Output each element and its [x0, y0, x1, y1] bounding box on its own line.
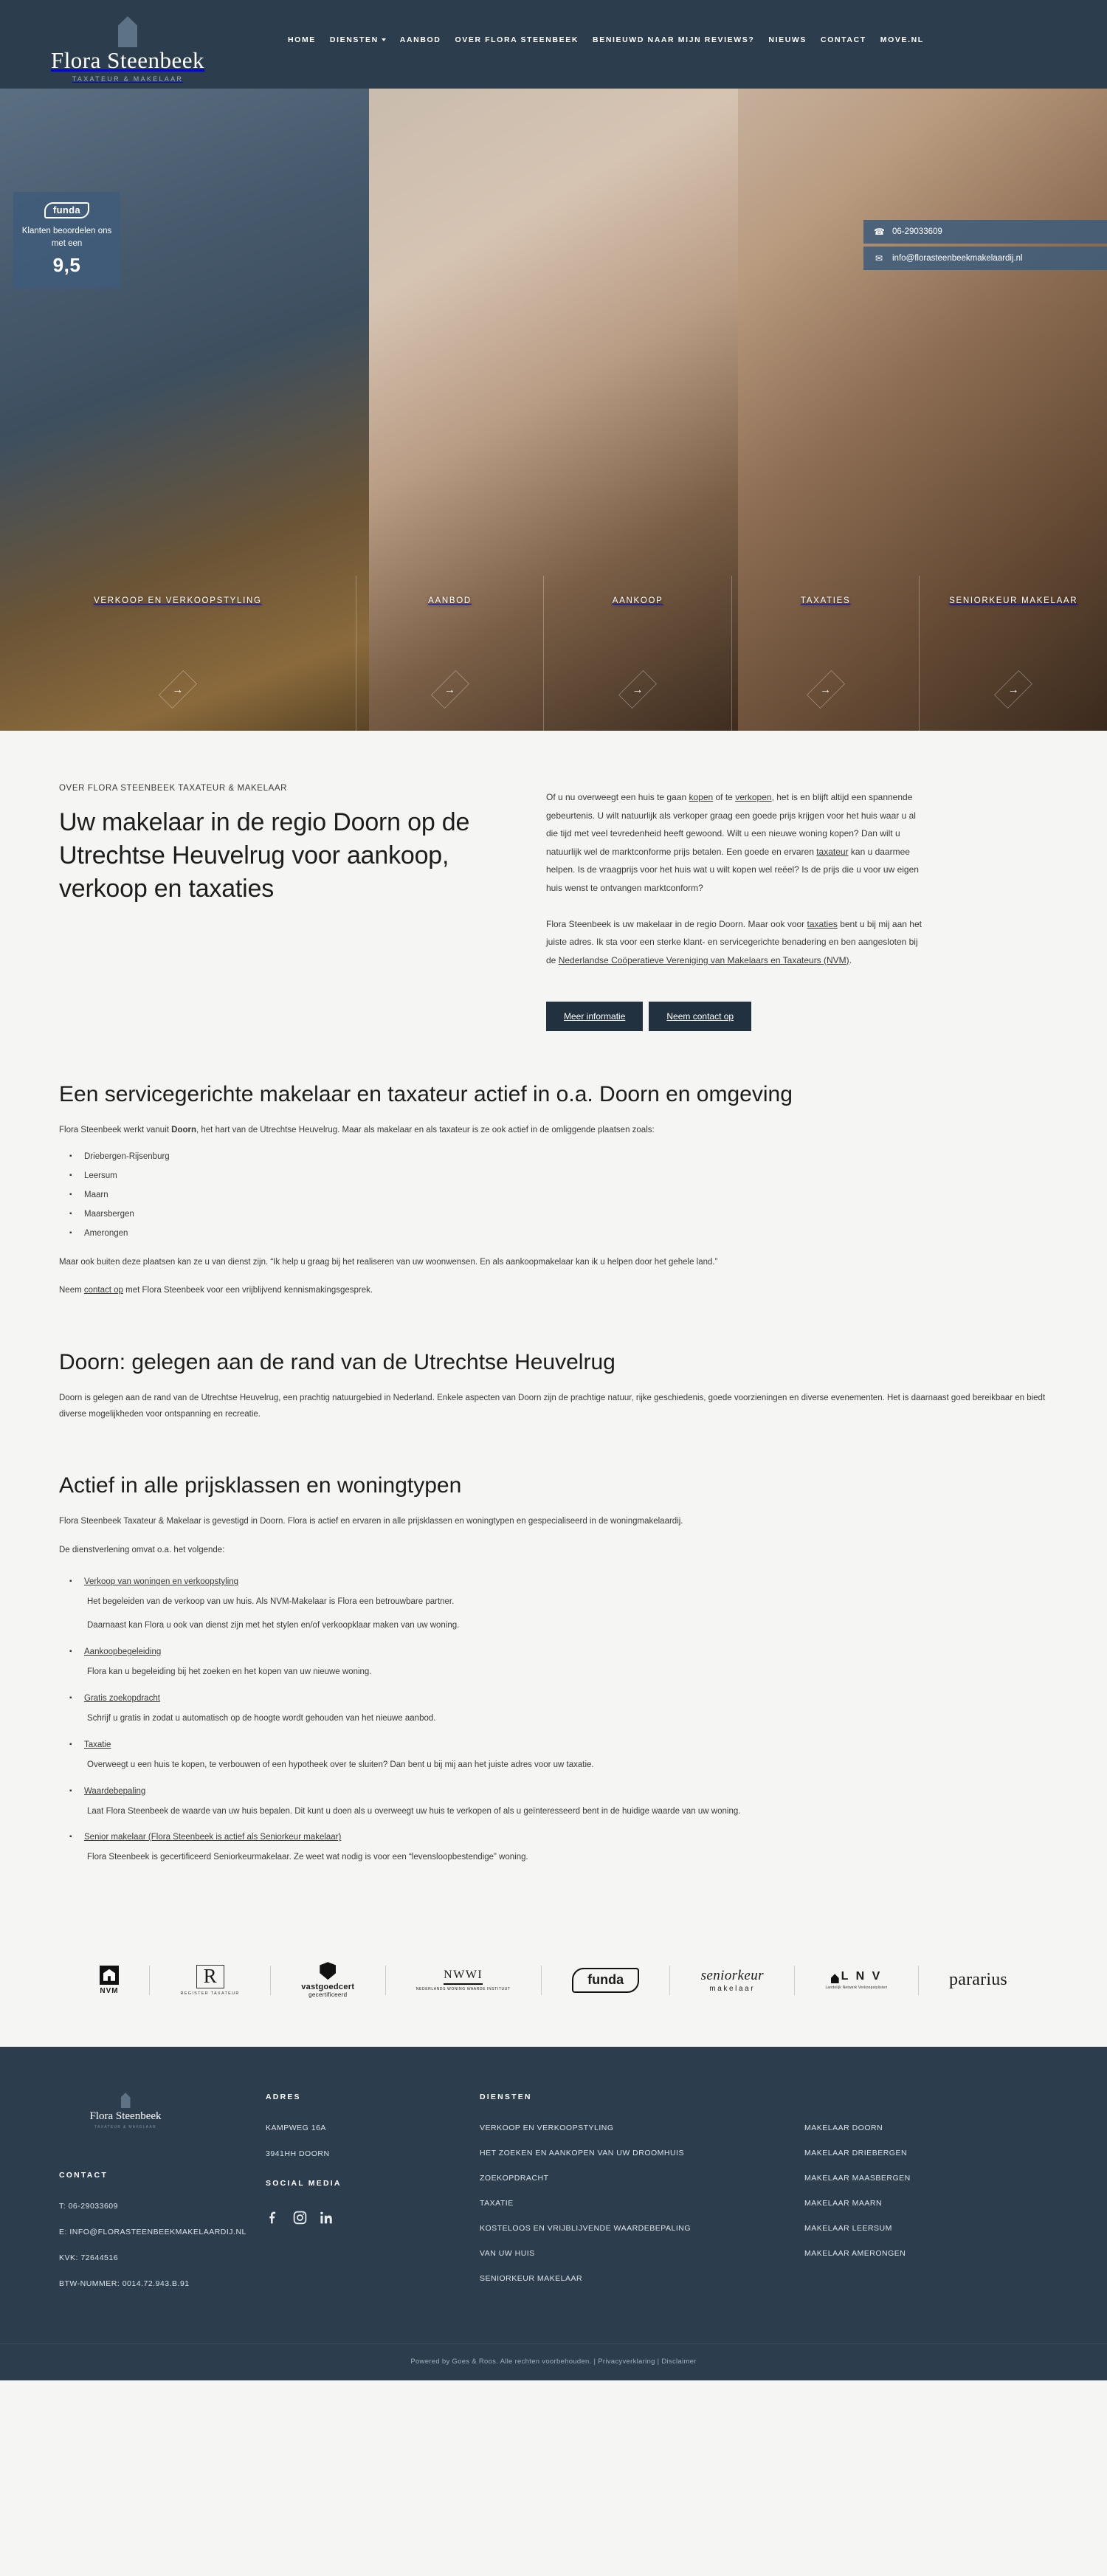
footer-services-heading: DIENSTEN: [480, 2093, 532, 2102]
partner-logo-nwwi[interactable]: [416, 1969, 511, 1991]
site-header: [0, 0, 1107, 89]
services-paragraph-2: De dienstverlening omvat o.a. het volgende:: [59, 1545, 225, 1554]
region-intro-paragraph: [59, 1122, 1048, 1138]
footer-service-link[interactable]: ZOEKOPDRACHT: [480, 2174, 549, 2183]
hero-tile-label: SENIORKEUR MAKELAAR: [949, 596, 1078, 605]
nav-item-move-nl[interactable]: MOVE.NL: [880, 35, 924, 44]
footer-contact-column: [59, 2093, 266, 2305]
intro-p2-a: Flora Steenbeek is uw makelaar in de regio Doorn. Maar ook voor: [546, 918, 807, 929]
nav-item-aanbod[interactable]: AANBOD: [399, 35, 441, 44]
partner-logo-lnv[interactable]: [825, 1970, 887, 1990]
region-cta-b: met Flora Steenbeek voor een vrijblijvend kennismakingsgesprek.: [123, 1286, 373, 1295]
hero-contact-panel: [863, 220, 1107, 273]
service-title-link[interactable]: ▪ Taxatie: [84, 1740, 111, 1749]
hero-contact-phone[interactable]: [863, 220, 1107, 244]
service-description: Flora kan u begeleiding bij het zoeken en het kopen van uw nieuwe woning.: [87, 1667, 372, 1676]
hero-tile-label: AANBOD: [428, 596, 472, 605]
service-item: [69, 1647, 1048, 1681]
funda-logo-icon: funda: [44, 202, 89, 218]
footer-region-link[interactable]: MAKELAAR LEERSUM: [804, 2224, 892, 2234]
arrow-glyph: →: [632, 683, 644, 696]
service-description: Het begeleiden van de verkoop van uw huis. Als NVM-Makelaar is Flora een betrouwbare partner.: [87, 1597, 455, 1607]
intro-block: [59, 784, 1048, 1031]
funda-rating-score: 9,5: [52, 254, 81, 277]
house-roof-icon: [118, 16, 137, 47]
place-list-item: ▪ Maarsbergen: [69, 1210, 1048, 1219]
partner-logo-pararius[interactable]: [949, 1970, 1007, 1990]
nvm-label: NVM: [100, 1986, 119, 1995]
intro-p1-d: kan u daarmee helpen. Is de vraagprijs voor het huis wat u wilt kopen wel reëel? Is de prijs die u voor uw eigen huis wenst te ontvangen marktconform?: [546, 846, 919, 893]
register-taxateur-letter: R: [196, 1965, 224, 1988]
footer-address-line: KAMPWEG 16A: [266, 2124, 326, 2133]
more-info-button[interactable]: Meer informatie: [546, 1002, 643, 1031]
footer-service-link[interactable]: TAXATIE: [480, 2199, 514, 2208]
service-title-link[interactable]: ▪ Waardebepaling: [84, 1786, 146, 1796]
vastgoedcert-sub: gecertificeerd: [308, 1991, 348, 1999]
intro-p2-c: .: [849, 954, 852, 965]
service-description: Flora Steenbeek is gecertificeerd Seniorkeurmakelaar. Ze weet wat nodig is voor een “levensloopbestendige” woning.: [87, 1853, 528, 1862]
logo-link[interactable]: [43, 16, 213, 83]
linkedin-icon: [319, 2210, 334, 2225]
arrow-right-icon[interactable]: [162, 661, 193, 717]
service-description: Overweegt u een huis te kopen, te verbouwen of een hypotheek over te sluiten? Dan bent u bij mij aan het juiste adres voor uw taxatie.: [87, 1760, 594, 1769]
footer-social-heading: SOCIAL MEDIA: [266, 2179, 342, 2188]
hero-tile-aanbod[interactable]: [356, 576, 545, 731]
brand-name: Flora Steenbeek: [50, 47, 205, 73]
contact-button[interactable]: Neem contact op: [649, 1002, 751, 1031]
logo-divider: [541, 1966, 542, 1995]
services-paragraph-1: Flora Steenbeek Taxateur & Makelaar is gevestigd in Doorn. Flora is actief en ervaren in alle prijsklassen en woningtypen en gespecialiseerd in de woningmakelaardij.: [59, 1517, 683, 1526]
arrow-glyph: →: [1007, 683, 1019, 696]
hero-tile-aankoop[interactable]: [544, 576, 732, 731]
social-links: [266, 2210, 480, 2229]
place-list-item: ▪ Maarn: [69, 1191, 1048, 1199]
intro-paragraph-2: [546, 915, 930, 970]
footer-region-link[interactable]: MAKELAAR DRIEBERGEN: [804, 2149, 908, 2158]
place-list-item: ▪ Leersum: [69, 1171, 1048, 1180]
footer-service-link[interactable]: KOSTELOOS EN VRIJBLIJVENDE WAARDEBEPALING: [480, 2224, 691, 2234]
partner-logo-seniorkeur[interactable]: [701, 1968, 764, 1993]
service-item: [69, 1694, 1048, 1727]
nav-item-benieuwd-naar-mijn-reviews[interactable]: BENIEUWD NAAR MIJN REVIEWS?: [593, 35, 755, 44]
partner-logo-nvm[interactable]: [100, 1966, 119, 1995]
footer-service-link[interactable]: VERKOOP EN VERKOOPSTYLING: [480, 2124, 614, 2133]
pararius-label: pararius: [949, 1970, 1007, 1990]
arrow-right-icon[interactable]: [998, 661, 1029, 717]
footer-brand-tagline: TAXATEUR & MAKELAAR: [94, 2125, 156, 2130]
lnv-label: L N V: [841, 1970, 883, 1983]
intro-p2-b: bent u bij mij aan het juiste adres. Ik sta voor een sterke klant- en servicegerichte benadering en ben aangesloten bij de: [546, 918, 922, 965]
footer-region-link[interactable]: MAKELAAR MAARN: [804, 2199, 883, 2208]
nvm-house-icon: [100, 1966, 119, 1985]
service-item: [69, 1577, 1048, 1634]
footer-logo[interactable]: [59, 2093, 192, 2129]
hero-tile-seniorkeur-makelaar[interactable]: [920, 576, 1107, 731]
partner-logo-bar: [0, 1924, 1107, 2047]
nwwi-sub: NEDERLANDS WONING WAARDE INSTITUUT: [415, 1987, 511, 1992]
chevron-down-icon: [382, 38, 386, 41]
instagram-icon: [292, 2210, 308, 2225]
footer-address-line: 3941HH DOORN: [266, 2149, 330, 2159]
facebook-link[interactable]: [266, 2210, 281, 2229]
main-navigation: [288, 35, 1092, 44]
seniorkeur-sub: makelaar: [709, 1984, 756, 1993]
services-list: [69, 1577, 1048, 1866]
link-kopen[interactable]: kopen: [689, 792, 714, 802]
logo-divider: [149, 1966, 150, 1995]
footer-regions-column: [804, 2093, 1048, 2305]
funda-rating-text: Klanten beoordelen ons met een: [21, 227, 112, 248]
footer-contact-line: T: 06-29033609: [59, 2202, 118, 2211]
arrow-glyph: →: [444, 683, 456, 696]
house-roof-icon: [121, 2093, 131, 2108]
nav-item-home[interactable]: HOME: [288, 35, 316, 44]
facebook-icon: [266, 2210, 281, 2225]
funda-label: funda: [572, 1968, 639, 1993]
footer-service-link[interactable]: VAN UW HUIS: [480, 2249, 535, 2259]
privacy-link[interactable]: Privacyverklaring: [598, 2358, 655, 2366]
logo-divider: [794, 1966, 795, 1995]
service-description: Daarnaast kan Flora u ook van dienst zijn met het stylen en/of verkoopklaar maken van uw woning.: [87, 1621, 460, 1630]
link-nvm[interactable]: Nederlandse Coöperatieve Vereniging van Makelaars en Taxateurs (NVM): [558, 954, 849, 965]
hero-tile-taxaties[interactable]: [732, 576, 920, 731]
footer-region-link[interactable]: MAKELAAR MAASBERGEN: [804, 2174, 911, 2183]
service-title-link[interactable]: ▪ Aankoopbegeleiding: [84, 1647, 162, 1656]
hero-tile-label: TAXATIES: [800, 596, 851, 605]
vastgoedcert-label: vastgoedcert: [301, 1983, 355, 1992]
footer-region-link[interactable]: MAKELAAR AMERONGEN: [804, 2249, 906, 2259]
nav-item-diensten[interactable]: DIENSTEN: [330, 35, 386, 44]
region-heading: Een servicegerichte makelaar en taxateur actief in o.a. Doorn en omgeving: [59, 1082, 793, 1107]
doorn-paragraph: Doorn is gelegen aan de rand van de Utrechtse Heuvelrug, een prachtig natuurgebied in Nederland. Enkele aspecten van Doorn zijn de prachtige natuur, rijke geschiedenis, goede voorzieningen en diverse evenementen. Het is daarnaast goed bereikbaar en biedt diverse mogelijkheden voor ontspanning en recreatie.: [59, 1393, 1046, 1419]
shield-icon: [320, 1962, 336, 1980]
hero-section: [0, 89, 1107, 731]
linkedin-link[interactable]: [319, 2210, 334, 2229]
footer-region-links: [804, 2124, 1048, 2258]
seniorkeur-label: seniorkeur: [700, 1967, 764, 1983]
footer-region-link[interactable]: MAKELAAR DOORN: [804, 2124, 883, 2133]
arrow-glyph: →: [172, 683, 184, 696]
service-item: [69, 1740, 1048, 1774]
arrow-right-icon[interactable]: [435, 661, 466, 717]
region-cta-a: Neem: [59, 1286, 84, 1295]
footer-brand-name: Flora Steenbeek: [89, 2110, 162, 2123]
copyright-sep: |: [655, 2358, 662, 2366]
link-verkopen[interactable]: verkopen: [735, 792, 772, 802]
region-p-bold: Doorn: [171, 1126, 196, 1135]
region-p-b: , het hart van de Utrechtse Heuvelrug. Maar als makelaar en als taxateur is ze ook actief in de omliggende plaatsen zoals:: [196, 1126, 655, 1135]
service-title-link[interactable]: ▪ Senior makelaar (Flora Steenbeek is actief als Seniorkeur makelaar): [84, 1833, 342, 1842]
service-description: Laat Flora Steenbeek de waarde van uw huis bepalen. Dit kunt u doen als u overweegt uw huis te verkopen of als u geïnteresseerd bent in de huidige waarde van uw woning.: [87, 1806, 741, 1816]
region-place-list: [69, 1152, 1048, 1238]
footer-contact-heading: CONTACT: [59, 2171, 108, 2180]
intro-p1-b: of te: [713, 792, 736, 802]
logo-divider: [669, 1966, 670, 1995]
link-contact-op[interactable]: contact op: [83, 1286, 123, 1295]
partner-logo-funda[interactable]: [572, 1968, 639, 1993]
main-content: [0, 731, 1107, 1924]
hero-contact-value: 06-29033609: [892, 227, 942, 236]
nav-item-over-flora-steenbeek[interactable]: OVER FLORA STEENBEEK: [455, 35, 579, 44]
nav-item-nieuws[interactable]: NIEUWS: [768, 35, 807, 44]
footer-services-column: [480, 2093, 804, 2305]
footer-service-link[interactable]: SENIORKEUR MAKELAAR: [480, 2274, 583, 2284]
service-title-link[interactable]: ▪ Gratis zoekopdracht: [84, 1693, 160, 1703]
service-item: [69, 1833, 1048, 1866]
service-item: [69, 1787, 1048, 1820]
partner-logo-register-taxateur[interactable]: [181, 1965, 240, 1996]
region-after-paragraph: Maar ook buiten deze plaatsen kan ze u van dienst zijn. “Ik help u graag bij het realiseren van uw woonwensen. En als aankoopmakelaar kan ik u helpen door het gehele land.”: [59, 1257, 718, 1267]
region-p-a: Flora Steenbeek werkt vanuit: [59, 1126, 172, 1135]
arrow-right-icon[interactable]: [810, 661, 841, 717]
mail-icon: ✉: [875, 253, 883, 264]
phone-icon: ☎: [874, 227, 885, 237]
site-footer: [0, 2047, 1107, 2380]
services-heading: Actief in alle prijsklassen en woningtypen: [59, 1473, 462, 1498]
lnv-sub: Landelijk Netwerk Verkoopstylisten: [825, 1986, 888, 1991]
service-title-link[interactable]: ▪ Verkoop van woningen en verkoopstyling: [84, 1577, 239, 1587]
footer-contact-line: KVK: 72644516: [59, 2253, 119, 2263]
intro-eyebrow: OVER FLORA STEENBEEK TAXATEUR & MAKELAAR: [59, 784, 288, 793]
footer-address-heading: ADRES: [266, 2093, 301, 2102]
link-taxateur[interactable]: taxateur: [816, 846, 849, 857]
place-list-item: ▪ Driebergen-Rijsenburg: [69, 1152, 1048, 1161]
hero-tile-verkoop-en-verkoopstyling[interactable]: [0, 576, 356, 731]
region-cta-paragraph: [59, 1282, 1048, 1298]
arrow-glyph: →: [820, 683, 832, 696]
hero-category-tiles: [0, 576, 1107, 731]
copyright-text: Powered by Goes & Roos. Alle rechten voorbehouden. |: [410, 2358, 599, 2366]
footer-contact-line: BTW-NUMMER: 0014.72.943.B.91: [59, 2279, 190, 2289]
doorn-heading: Doorn: gelegen aan de rand van de Utrechtse Heuvelrug: [59, 1349, 615, 1374]
intro-p1-a: Of u nu overweegt een huis te gaan: [546, 792, 689, 802]
nav-item-contact[interactable]: CONTACT: [821, 35, 866, 44]
page-title: Uw makelaar in de regio Doorn op de Utrechtse Heuvelrug voor aankoop, verkoop en taxaties: [59, 808, 470, 903]
service-description: Schrijf u gratis in zodat u automatisch op de hoogte wordt gehouden van het nieuwe aanbod.: [87, 1713, 436, 1723]
place-list-item: ▪ Amerongen: [69, 1229, 1048, 1238]
hero-tile-label: AANKOOP: [612, 596, 663, 605]
intro-p1-c: , het is en blijft altijd een spannende gebeurtenis. U wilt natuurlijk als verkoper graag een goede prijs krijgen voor het huis waar u al die tijd met veel tevredenheid heeft gewoond. Wilt u een nieuwe woning kopen? Dan wilt u natuurlijk wel de marktconforme prijs betalen. Een goede en ervaren: [546, 792, 916, 857]
nwwi-label: NWWI: [444, 1969, 483, 1985]
footer-services-links: [480, 2124, 804, 2283]
partner-logo-vastgoedcert[interactable]: [301, 1962, 354, 1998]
footer-contact-line: E: INFO@FLORASTEENBEEKMAKELAARDIJ.NL: [59, 2228, 246, 2237]
instagram-link[interactable]: [292, 2210, 308, 2229]
logo-divider: [918, 1966, 919, 1995]
footer-address-column: [266, 2093, 480, 2305]
footer-service-link[interactable]: HET ZOEKEN EN AANKOPEN VAN UW DROOMHUIS: [480, 2149, 684, 2158]
hero-contact-email[interactable]: [863, 247, 1107, 270]
link-taxaties[interactable]: taxaties: [807, 918, 838, 929]
hero-tile-label: VERKOOP EN VERKOOPSTYLING: [94, 596, 262, 605]
disclaimer-link[interactable]: Disclaimer: [661, 2358, 697, 2366]
arrow-right-icon[interactable]: [622, 661, 653, 717]
logo-divider: [270, 1966, 271, 1995]
funda-rating-badge[interactable]: [13, 192, 120, 289]
intro-paragraph-1: [546, 788, 930, 898]
register-taxateur-label: REGISTER TAXATEUR: [180, 1991, 240, 1996]
brand-tagline: TAXATEUR & MAKELAAR: [72, 75, 184, 83]
footer-address-lines: [266, 2124, 480, 2158]
footer-copyright: [0, 2343, 1107, 2380]
lnv-house-icon: [831, 1974, 839, 1983]
logo-divider: [385, 1966, 386, 1995]
hero-contact-value: info@florasteenbeekmakelaardij.nl: [892, 254, 1023, 263]
footer-contact-lines: [59, 2202, 266, 2288]
